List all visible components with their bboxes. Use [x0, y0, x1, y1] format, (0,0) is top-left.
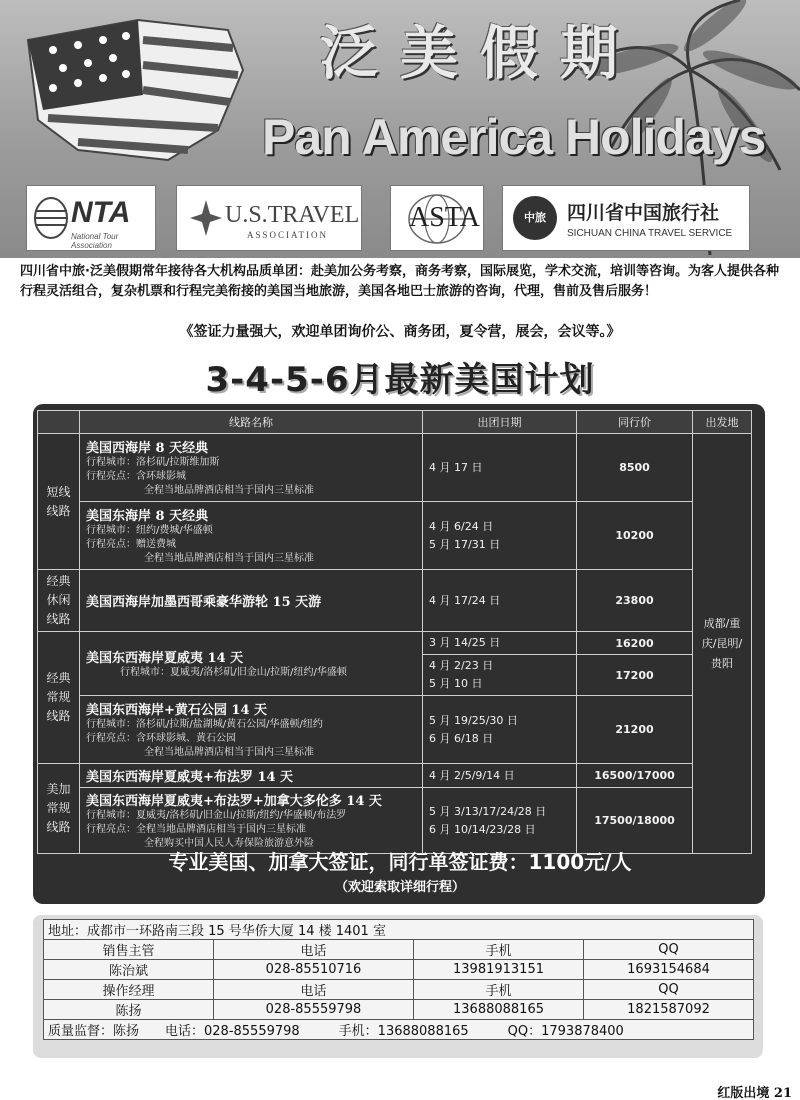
date-cell [423, 696, 577, 764]
contact-qq: 1693154684 [584, 960, 754, 980]
date-line: 4 月 6/24 日 [429, 519, 494, 533]
us-flag-map-icon [18, 10, 248, 170]
route-cities: 行程城市：洛杉矶/拉斯/盐湖城/黄石公园/华盛顿/纽约 [86, 719, 323, 730]
route-title: 美国东海岸 8 天经典 [86, 509, 209, 524]
route-cities: 行程城市：夏威夷/洛杉矶/旧金山/拉斯/纽约/华盛顿/布法罗 [86, 810, 347, 821]
category-classic: 经典常规线路 [38, 632, 80, 764]
price-cell: 16200 [577, 632, 693, 655]
sichuan-cts-subtitle: SICHUAN CHINA TRAVEL SERVICE [567, 228, 733, 239]
route-note: 全程当地品牌酒店相当于国内三星标准 [144, 553, 314, 564]
route-cell [80, 764, 423, 788]
role-label: 操作经理 [44, 980, 214, 1000]
header-departure: 出发地 [693, 411, 752, 434]
departure-cell: 成都/重庆/昆明/贵阳 [693, 434, 752, 854]
route-note: 全程购买中国人民人寿保险旅游意外险 [144, 838, 314, 849]
header-price: 同行价 [577, 411, 693, 434]
mobile-label: 手机 [414, 940, 584, 960]
sichuan-cts-name: 四川省中国旅行社 [567, 202, 720, 224]
category-us-canada: 美加常规线路 [38, 764, 80, 854]
phone-label: 电话 [214, 980, 414, 1000]
title-english: Pan America Holidays [262, 109, 766, 165]
phone-label: 电话 [214, 940, 414, 960]
date-cell: 4 月 17 日 [423, 434, 577, 502]
route-highlights: 行程亮点：全程当地品牌酒店相当于国内三星标准 [86, 824, 306, 835]
route-note: 全程当地品牌酒店相当于国内三星标准 [144, 485, 314, 496]
cts-emblem-icon: 中旅 [513, 196, 557, 240]
route-title: 美国西海岸加墨西哥乘豪华游轮 15 天游 [86, 595, 322, 610]
table-row [44, 980, 754, 1000]
role-label: 销售主管 [44, 940, 214, 960]
route-title: 美国东西海岸夏威夷+布法罗 14 天 [86, 770, 294, 785]
date-line: 5 月 10 日 [429, 677, 483, 690]
plan-headline: 3-4-5-6月最新美国计划 [205, 360, 595, 400]
price-cell: 17200 [577, 655, 693, 696]
page-footer: 红版出境 21 [717, 1086, 792, 1100]
date-line: 6 月 10/14/23/28 日 [429, 822, 536, 836]
visa-subnote: （欢迎索取详细行程） [334, 880, 465, 895]
route-highlights: 行程亮点：含环球影城、黄石公园 [86, 733, 236, 744]
us-travel-logo [176, 185, 362, 251]
date-line: 4 月 2/23 日 [429, 659, 494, 672]
route-highlights: 行程亮点：含环球影城 [86, 471, 186, 482]
date-line: 5 月 3/13/17/24/28 日 [429, 804, 547, 818]
quality-supervision: 质量监督：陈扬 电话：028-85559798 手机：13688088165 QQ：1793878400 [44, 1020, 754, 1040]
address-text: 地址：成都市一环路南三段 15 号华侨大厦 14 楼 1401 室 [44, 920, 754, 940]
tour-plan-table [37, 410, 752, 854]
category-short: 短线线路 [38, 434, 80, 570]
route-cell [80, 502, 423, 570]
table-row [38, 788, 752, 854]
contact-table [43, 919, 754, 1040]
route-title: 美国东西海岸夏威夷 14 天 [86, 651, 244, 666]
table-row [38, 764, 752, 788]
price-cell: 23800 [577, 570, 693, 632]
contact-phone: 028-85510716 [214, 960, 414, 980]
header-banner [0, 0, 800, 258]
price-cell: 8500 [577, 434, 693, 502]
table-row [38, 502, 752, 570]
contact-phone: 028-85559798 [214, 1000, 414, 1020]
header-date: 出团日期 [423, 411, 577, 434]
route-cell [80, 696, 423, 764]
date-line: 6 月 6/18 日 [429, 731, 494, 745]
contact-name: 陈扬 [44, 1000, 214, 1020]
route-highlights: 行程亮点：赠送费城 [86, 539, 176, 550]
date-cell: 4 月 17/24 日 [423, 570, 577, 632]
us-travel-logo-subtitle: ASSOCIATION [247, 230, 329, 240]
date-cell [423, 655, 577, 696]
price-cell: 10200 [577, 502, 693, 570]
quality-row [44, 1020, 754, 1040]
visa-notice: 专业美国、加拿大签证，同行单签证费：1100元/人 [168, 850, 632, 874]
title-chinese: 泛美假期 [320, 19, 641, 87]
route-cell [80, 434, 423, 502]
nta-globe-icon [33, 196, 69, 240]
route-title: 美国西海岸 8 天经典 [86, 441, 209, 456]
mobile-label: 手机 [414, 980, 584, 1000]
table-row [44, 960, 754, 980]
nta-logo [26, 185, 156, 251]
table-row [44, 940, 754, 960]
nta-logo-text: NTA [71, 196, 131, 229]
table-row [38, 570, 752, 632]
route-cell [80, 570, 423, 632]
route-cities: 行程城市：夏威夷/洛杉矶/旧金山/拉斯/纽约/华盛顿 [120, 667, 347, 678]
header-blank [38, 411, 80, 434]
route-cities: 行程城市：纽约/费城/华盛顿 [86, 525, 213, 536]
route-note: 全程当地品牌酒店相当于国内三星标准 [144, 747, 314, 758]
qq-label: QQ [584, 980, 754, 1000]
table-row [38, 434, 752, 502]
qq-label: QQ [584, 940, 754, 960]
route-cell [80, 788, 423, 854]
asta-logo [390, 185, 484, 251]
date-cell: 3 月 14/25 日 [423, 632, 577, 655]
slogan: 《签证力量强大，欢迎单团询价公、商务团，夏令营，展会，会议等。》 [179, 324, 621, 340]
us-travel-logo-text: U.S.TRAVEL [225, 202, 360, 228]
table-row [38, 632, 752, 655]
star-icon [189, 198, 223, 238]
price-cell: 21200 [577, 696, 693, 764]
sichuan-cts-logo [502, 185, 750, 251]
date-cell: 4 月 2/5/9/14 日 [423, 764, 577, 788]
table-header-row [38, 411, 752, 434]
date-cell [423, 502, 577, 570]
date-line: 5 月 19/25/30 日 [429, 713, 518, 727]
table-row [38, 696, 752, 764]
route-title: 美国东西海岸+黄石公园 14 天 [86, 703, 268, 718]
price-cell: 17500/18000 [577, 788, 693, 854]
category-leisure: 经典休闲线路 [38, 570, 80, 632]
contact-name: 陈治斌 [44, 960, 214, 980]
intro-paragraph: 四川省中旅·泛美假期常年接待各大机构品质单团：赴美加公务考察，商务考察，国际展览，学术交流，培训等咨询。为客人提供各种行程灵活组合，复杂机票和行程完美衔接的美国当地旅游，美国各地巴士旅游的咨询，代理，售前及售后服务！ [20, 264, 779, 299]
date-line: 5 月 17/31 日 [429, 537, 501, 551]
table-row [44, 1000, 754, 1020]
asta-logo-text: ASTA [409, 202, 480, 233]
header-route: 线路名称 [80, 411, 423, 434]
date-cell [423, 788, 577, 854]
route-cell [80, 632, 423, 696]
nta-logo-subtitle: National Tour Association [71, 232, 119, 250]
contact-mobile: 13981913151 [414, 960, 584, 980]
price-cell: 16500/17000 [577, 764, 693, 788]
route-cities: 行程城市：洛杉矶/拉斯维加斯 [86, 457, 220, 468]
route-title: 美国东西海岸夏威夷+布法罗+加拿大多伦多 14 天 [86, 794, 382, 809]
contact-qq: 1821587092 [584, 1000, 754, 1020]
address-row [44, 920, 754, 940]
contact-mobile: 13688088165 [414, 1000, 584, 1020]
